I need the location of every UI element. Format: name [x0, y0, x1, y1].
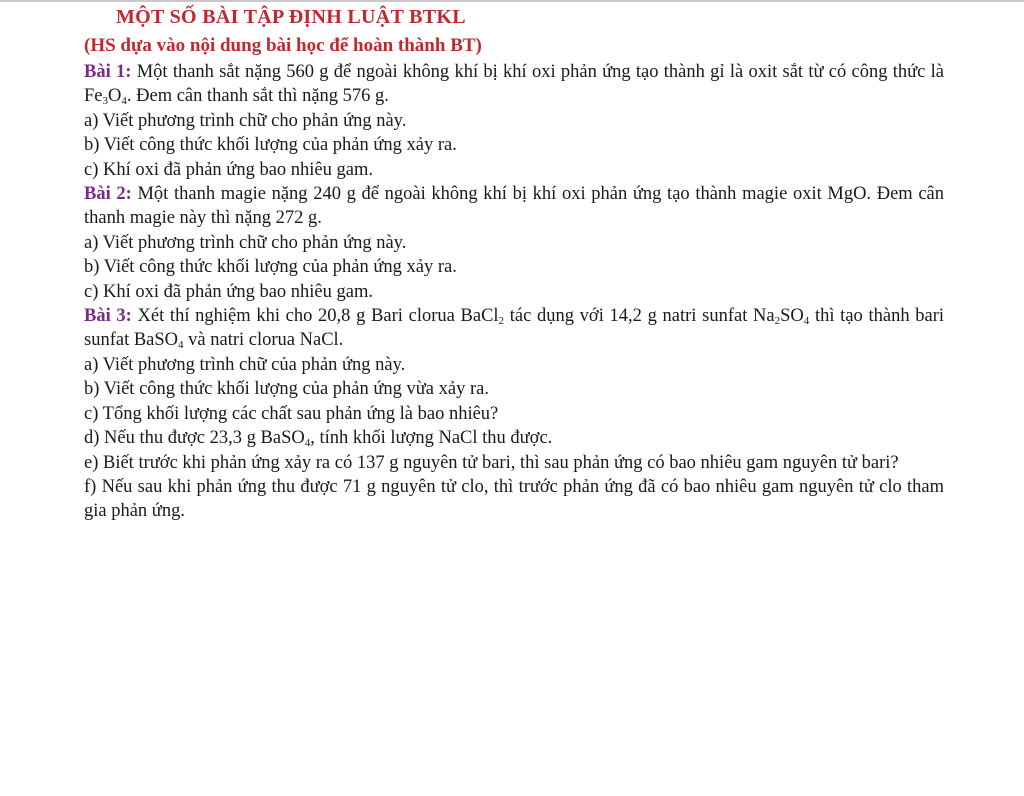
bacl2-subscript: 2 [498, 315, 505, 328]
page-subtitle: (HS dựa vào nội dung bài học để hoàn thành BT) [84, 35, 482, 56]
problem-2-item-b: b) Viết công thức khối lượng của phản ứng xảy ra. [84, 257, 457, 278]
item-d-baso4-subscript: 4 [304, 437, 311, 450]
problem-1-statement [84, 60, 944, 109]
problem-3-item-d-text-b: , tính khối lượng NaCl thu được. [310, 428, 553, 449]
problem-3-item-b: b) Viết công thức khối lượng của phản ứng vừa xảy ra. [84, 379, 489, 400]
page-title: MỘT SỐ BÀI TẬP ĐỊNH LUẬT BTKL [116, 6, 466, 28]
problem-3-text-b: tác dụng với 14,2 g natri sunfat Na [504, 306, 775, 327]
formula-fe-subscript: 3 [102, 95, 108, 108]
problem-3-item-f: f) Nếu sau khi phản ứng thu được 71 g nguyên tử clo, thì trước phản ứng đã có bao nhiêu gam nguyên tử clo tham gia phản ứng. [84, 476, 944, 522]
problem-3-text-e: và natri clorua NaCl. [183, 330, 344, 351]
problem-3-text-d: thì tạo thành bari sunfat BaSO [84, 306, 945, 351]
problem-3-item-a: a) Viết phương trình chữ của phản ứng này. [84, 354, 406, 375]
worksheet [84, 4, 944, 524]
problem-3-text-c: SO [780, 306, 804, 327]
problem-2-text: Một thanh magie nặng 240 g để ngoài không khí bị khí oxi phản ứng tạo thành magie oxit MgO. Đem cân thanh magie này thì nặng 272 g. [84, 184, 945, 229]
formula-fe: Fe [84, 86, 103, 107]
top-divider [0, 0, 1024, 2]
formula-o: O [108, 86, 122, 107]
problem-1-item-b: b) Viết công thức khối lượng của phản ứng xảy ra. [84, 135, 457, 156]
baso4-subscript: 4 [178, 339, 184, 352]
problem-2-item-a: a) Viết phương trình chữ cho phản ứng này. [84, 232, 407, 253]
problem-3-item-d-text-a: d) Nếu thu được 23,3 g BaSO [84, 428, 305, 449]
problem-3-label: Bài 3: [84, 306, 132, 327]
problem-1-text-b: . Đem cân thanh sắt thì nặng 576 g. [126, 86, 389, 107]
problem-1-item-a: a) Viết phương trình chữ cho phản ứng này. [84, 110, 407, 131]
problem-1-text-a: Một thanh sắt nặng 560 g để ngoài không khí bị khí oxi phản ứng tạo thành gỉ là oxit sắt từ có công thức là [131, 62, 945, 82]
formula-o-subscript: 4 [121, 95, 127, 108]
na2-subscript: 2 [774, 315, 781, 328]
problem-3-item-d [84, 426, 944, 450]
problem-3-statement [84, 304, 944, 353]
problem-1-item-c: c) Khí oxi đã phản ứng bao nhiêu gam. [84, 159, 373, 180]
problem-3-item-e: e) Biết trước khi phản ứng xảy ra có 137 g nguyên tử bari, thì sau phản ứng có bao nhiêu gam nguyên tử bari? [84, 452, 899, 473]
problem-3-text-a: Xét thí nghiệm khi cho 20,8 g Bari clorua BaCl [131, 306, 499, 327]
problem-1-label: Bài 1: [84, 62, 132, 82]
problem-2-item-c: c) Khí oxi đã phản ứng bao nhiêu gam. [84, 281, 373, 302]
problem-2-statement [84, 182, 944, 231]
problem-2-label: Bài 2: [84, 184, 132, 205]
problem-3-item-c: c) Tổng khối lượng các chất sau phản ứng là bao nhiêu? [84, 403, 499, 424]
so4-subscript: 4 [803, 315, 810, 328]
